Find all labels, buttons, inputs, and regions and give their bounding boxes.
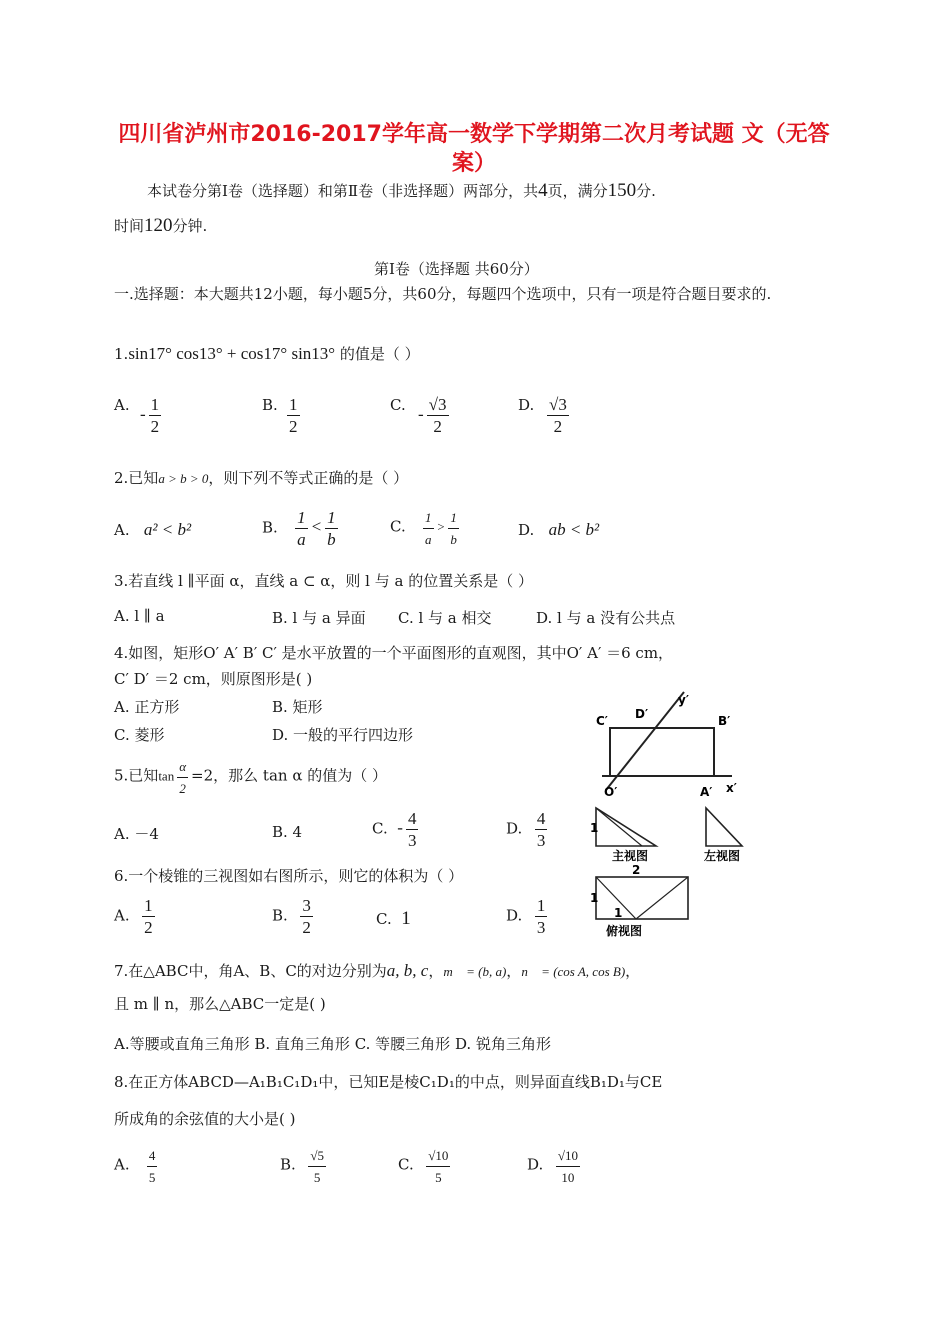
q4-label-d: D′ xyxy=(635,707,649,721)
q8-option-c: C. $\frac{√10}{5}$ xyxy=(398,1148,449,1185)
q6-three-views-figure xyxy=(586,802,762,942)
q1-option-d: D. xyxy=(518,396,535,414)
q5-option-d: D. $\frac{4}{3}$ xyxy=(506,809,546,850)
question-8-line-2: 所成角的余弦值的大小是( ) xyxy=(114,1110,296,1128)
q8-option-a: A. $\frac{4}{5}$ xyxy=(114,1148,156,1185)
q6-front-label: 主视图 xyxy=(612,849,649,863)
q6-top-view xyxy=(596,877,688,919)
q4-label-c: C′ xyxy=(596,714,608,728)
q5-option-c: C. - $\frac{4}{3}$ xyxy=(372,809,417,850)
question-6: 6.一个棱锥的三视图如右图所示，则它的体积为（ ） xyxy=(114,867,464,885)
question-8-line-1: 8.在正方体ABCD—A₁B₁C₁D₁中，已知E是棱C₁D₁的中点，则异面直线B₁D₁与CE xyxy=(114,1073,663,1091)
q6-option-d: D. $\frac{1}{3}$ xyxy=(506,896,546,937)
section-heading: 第Ⅰ卷（选择题 共60分） xyxy=(374,260,539,278)
q6-width-label: 2 xyxy=(632,863,641,877)
question-5: 5.已知tan $\frac{\alpha}{2}$ =2，那么 tan α 的值为（ ） xyxy=(114,759,387,796)
question-1: 1.sin17° cos13° + cos17° sin13° 的值是（ ） xyxy=(114,344,420,363)
q1-option-a-value: - $\frac{1}{2}$ xyxy=(140,395,160,436)
question-7-line-1: 7.在△ABC中，角A、B、C的对边分别为a, b, c，m⃗ = (b, a)，n⃗ = (cos A, cos B)， xyxy=(114,961,641,980)
question-4-line-2: C′ D′ ＝2 cm，则原图形是( ) xyxy=(114,670,313,688)
q6-top-height-label: 1 xyxy=(590,891,599,905)
q1-option-d-value: $\frac{√3}{2}$ xyxy=(549,395,567,436)
q7-options: A.等腰或直角三角形 B. 直角三角形 C. 等腰三角形 D. 锐角三角形 xyxy=(114,1035,551,1053)
q2-option-b: B. $\frac{1}{a}$ < $\frac{1}{b}$ xyxy=(262,508,336,549)
q2-option-a: A. a² < b² xyxy=(114,520,192,539)
q3-option-c: C. l 与 a 相交 xyxy=(398,609,492,627)
q6-option-b: B. $\frac{3}{2}$ xyxy=(272,896,311,937)
q1-option-b: B. xyxy=(262,396,278,414)
q6-side-label: 左视图 xyxy=(704,849,741,863)
exam-title: 四川省泸州市2016-2017学年高一数学下学期第二次月考试题 文（无答案） xyxy=(118,122,830,176)
q4-option-c: C. 菱形 xyxy=(114,726,165,744)
q4-figure xyxy=(580,688,750,800)
q6-front-height-label: 1 xyxy=(590,821,599,835)
q4-label-o: O′ xyxy=(604,785,618,799)
q3-option-d: D. l 与 a 没有公共点 xyxy=(536,609,676,627)
q6-side-view xyxy=(706,808,742,846)
q4-label-x: x′ xyxy=(726,781,737,795)
q1-option-c: C. xyxy=(390,396,406,414)
q3-option-b: B. l 与 a 异面 xyxy=(272,609,366,627)
q1-option-b-value: $\frac{1}{2}$ xyxy=(289,395,298,436)
q1-expression: sin17° cos13° + cos17° sin13° xyxy=(128,344,336,363)
q4-rectangle xyxy=(610,728,714,776)
question-3: 3.若直线 l ∥平面 α，直线 a ⊂ α，则 l 与 a 的位置关系是（ ） xyxy=(114,572,533,590)
q8-option-d: D. $\frac{√10}{10}$ xyxy=(527,1148,578,1185)
intro-line-1: 本试卷分第Ⅰ卷（选择题）和第Ⅱ卷（非选择题）两部分，共4页，满分150分. xyxy=(147,180,656,201)
q6-top-label: 俯视图 xyxy=(606,924,643,938)
q4-option-a: A. 正方形 xyxy=(114,698,180,716)
q6-option-c: C. 1 xyxy=(376,908,411,929)
q4-label-a: A′ xyxy=(700,785,713,799)
q6-option-a: A. $\frac{1}{2}$ xyxy=(114,896,153,937)
question-4-line-1: 4.如图，矩形O′ A′ B′ C′ 是水平放置的一个平面图形的直观图，其中O′ A′ ＝6 cm， xyxy=(114,644,674,662)
q4-label-y: y′ xyxy=(678,693,689,707)
q6-top-inner-label: 1 xyxy=(614,906,623,920)
section-instruction: 一.选择题：本大题共12小题，每小题5分，共60分，每题四个选项中，只有一项是符合题目要求的. xyxy=(114,285,772,303)
q4-option-b: B. 矩形 xyxy=(272,698,323,716)
q3-option-a: A. l ∥ a xyxy=(114,607,165,625)
q2-option-d: D. ab < b² xyxy=(518,520,600,539)
q8-option-b: B. $\frac{√5}{5}$ xyxy=(280,1148,324,1185)
question-7-line-2: 且 m ∥ n，那么△ABC一定是( ) xyxy=(114,995,326,1013)
q5-option-b: B. 4 xyxy=(272,823,303,841)
q1-option-a: A. xyxy=(114,396,130,414)
q1-option-c-value: - $\frac{√3}{2}$ xyxy=(418,395,447,436)
question-2: 2.已知a > b > 0，则下列不等式正确的是（ ） xyxy=(114,469,409,487)
q2-option-c: C. $\frac{1}{a}$ > $\frac{1}{b}$ xyxy=(390,510,457,547)
q5-option-a: A. －4 xyxy=(114,825,159,843)
intro-line-2: 时间120分钟. xyxy=(114,215,208,236)
q4-label-b: B′ xyxy=(718,714,731,728)
q6-front-view xyxy=(596,808,656,846)
q4-option-d: D. 一般的平行四边形 xyxy=(272,726,414,744)
